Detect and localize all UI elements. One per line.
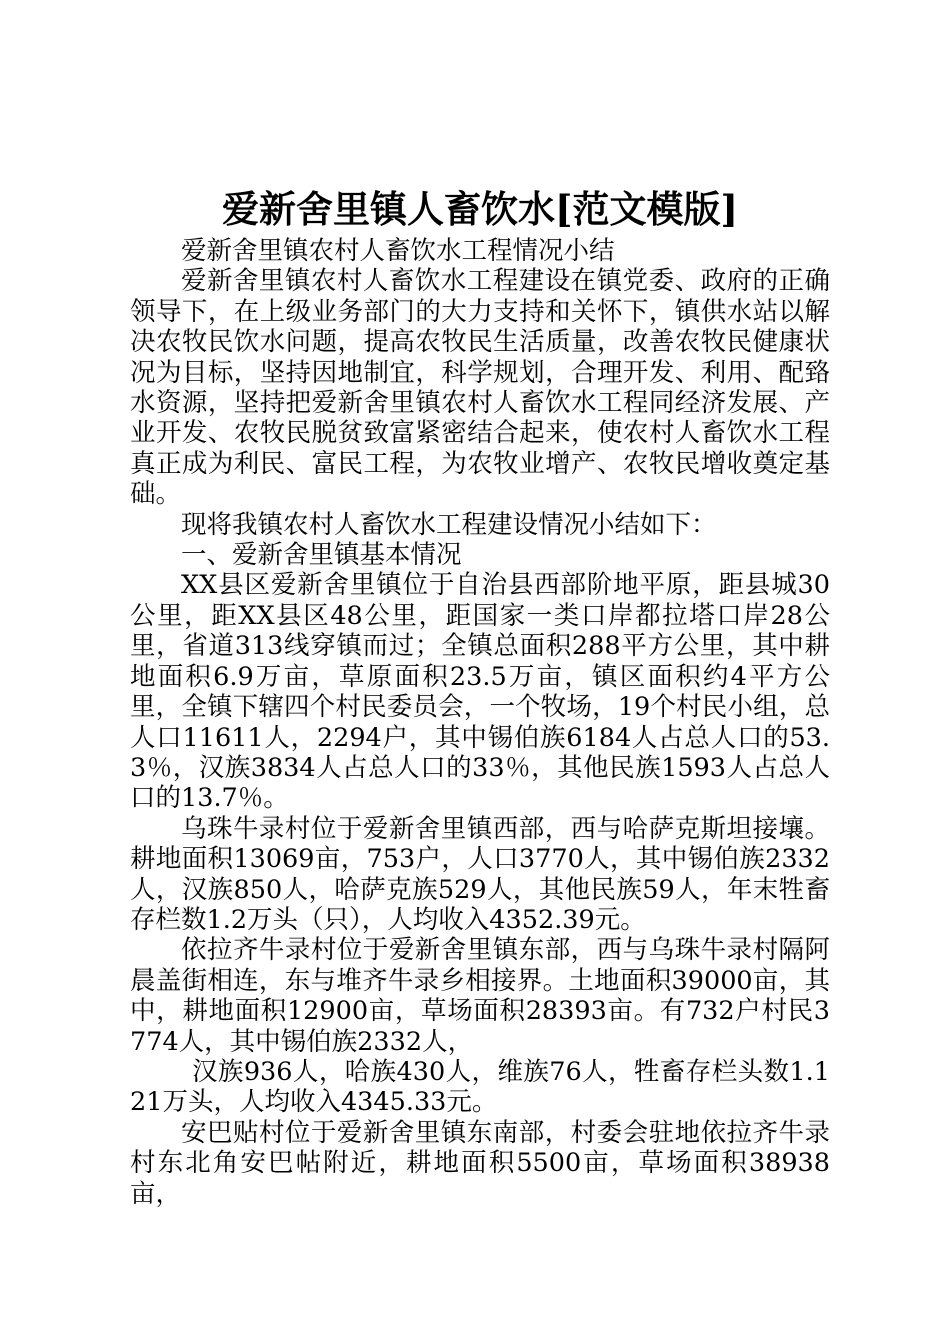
paragraph-town-overview: XX县区爱新舍里镇位于自治县西部阶地平原，距县城30公里，距XX县区48公里，距国家一类口岸都拉塔口岸28公里，省道313线穿镇而过；全镇总面积288平方公里，其中耕地面积6.9万亩，草原面积23.5万亩，镇区面积约4平方公里，全镇下辖四个村民委员会，一个牧场，19个村民小组，总人口11611人，2294户，其中锡伯族6184人占总人口的53.3％，汉族3834人占总人口的33％，其他民族1593人占总人口的13.7％。 [130,570,830,814]
paragraph-summary-lead: 现将我镇农村人畜饮水工程建设情况小结如下： [181,509,717,540]
section-heading-basic-info: 一、爱新舍里镇基本情况 [181,540,462,571]
paragraph-subtitle: 爱新舍里镇农村人畜饮水工程情况小结 [181,236,615,266]
document-body [130,236,830,1209]
document-title: 爱新舍里镇人畜饮水[范文模版] [221,187,738,231]
paragraph-anbatie-village: 安巴贴村位于爱新舍里镇东南部，村委会驻地依拉齐牛录村东北角安巴帖附近，耕地面积5500亩，草场面积38938亩， [130,1117,830,1209]
paragraph-wuzhu-village: 乌珠牛录村位于爱新舍里镇西部，西与哈萨克斯坦接壤。耕地面积13069亩，753户，人口3770人，其中锡伯族2332人，汉族850人，哈萨克族529人，其他民族59人，年末牲畜存栏数1.2万头（只），人均收入4352.39元。 [130,813,830,935]
paragraph-intro: 爱新舍里镇农村人畜饮水工程建设在镇党委、政府的正确领导下，在上级业务部门的大力支持和关怀下，镇供水站以解决农牧民饮水问题，提高农牧民生活质量，改善农牧民健康状况为目标，坚持因地制宜，科学规划，合理开发、利用、配臵水资源，坚持把爱新舍里镇农村人畜饮水工程同经济发展、产业开发、农牧民脱贫致富紧密结合起来，使农村人畜饮水工程真正成为利民、富民工程，为农牧业增产、农牧民增收奠定基础。 [130,266,830,510]
paragraph-yilaqi-population: 汉族936人，哈族430人，维族76人，牲畜存栏头数1.121万头，人均收入4345.33元。 [130,1056,830,1118]
paragraph-yilaqi-village: 依拉齐牛录村位于爱新舍里镇东部，西与乌珠牛录村隔阿晨盖街相连，东与堆齐牛录乡相接界。土地面积39000亩，其中，耕地面积12900亩，草场面积28393亩。有732户村民3774人，其中锡伯族2332人， [130,935,830,1057]
